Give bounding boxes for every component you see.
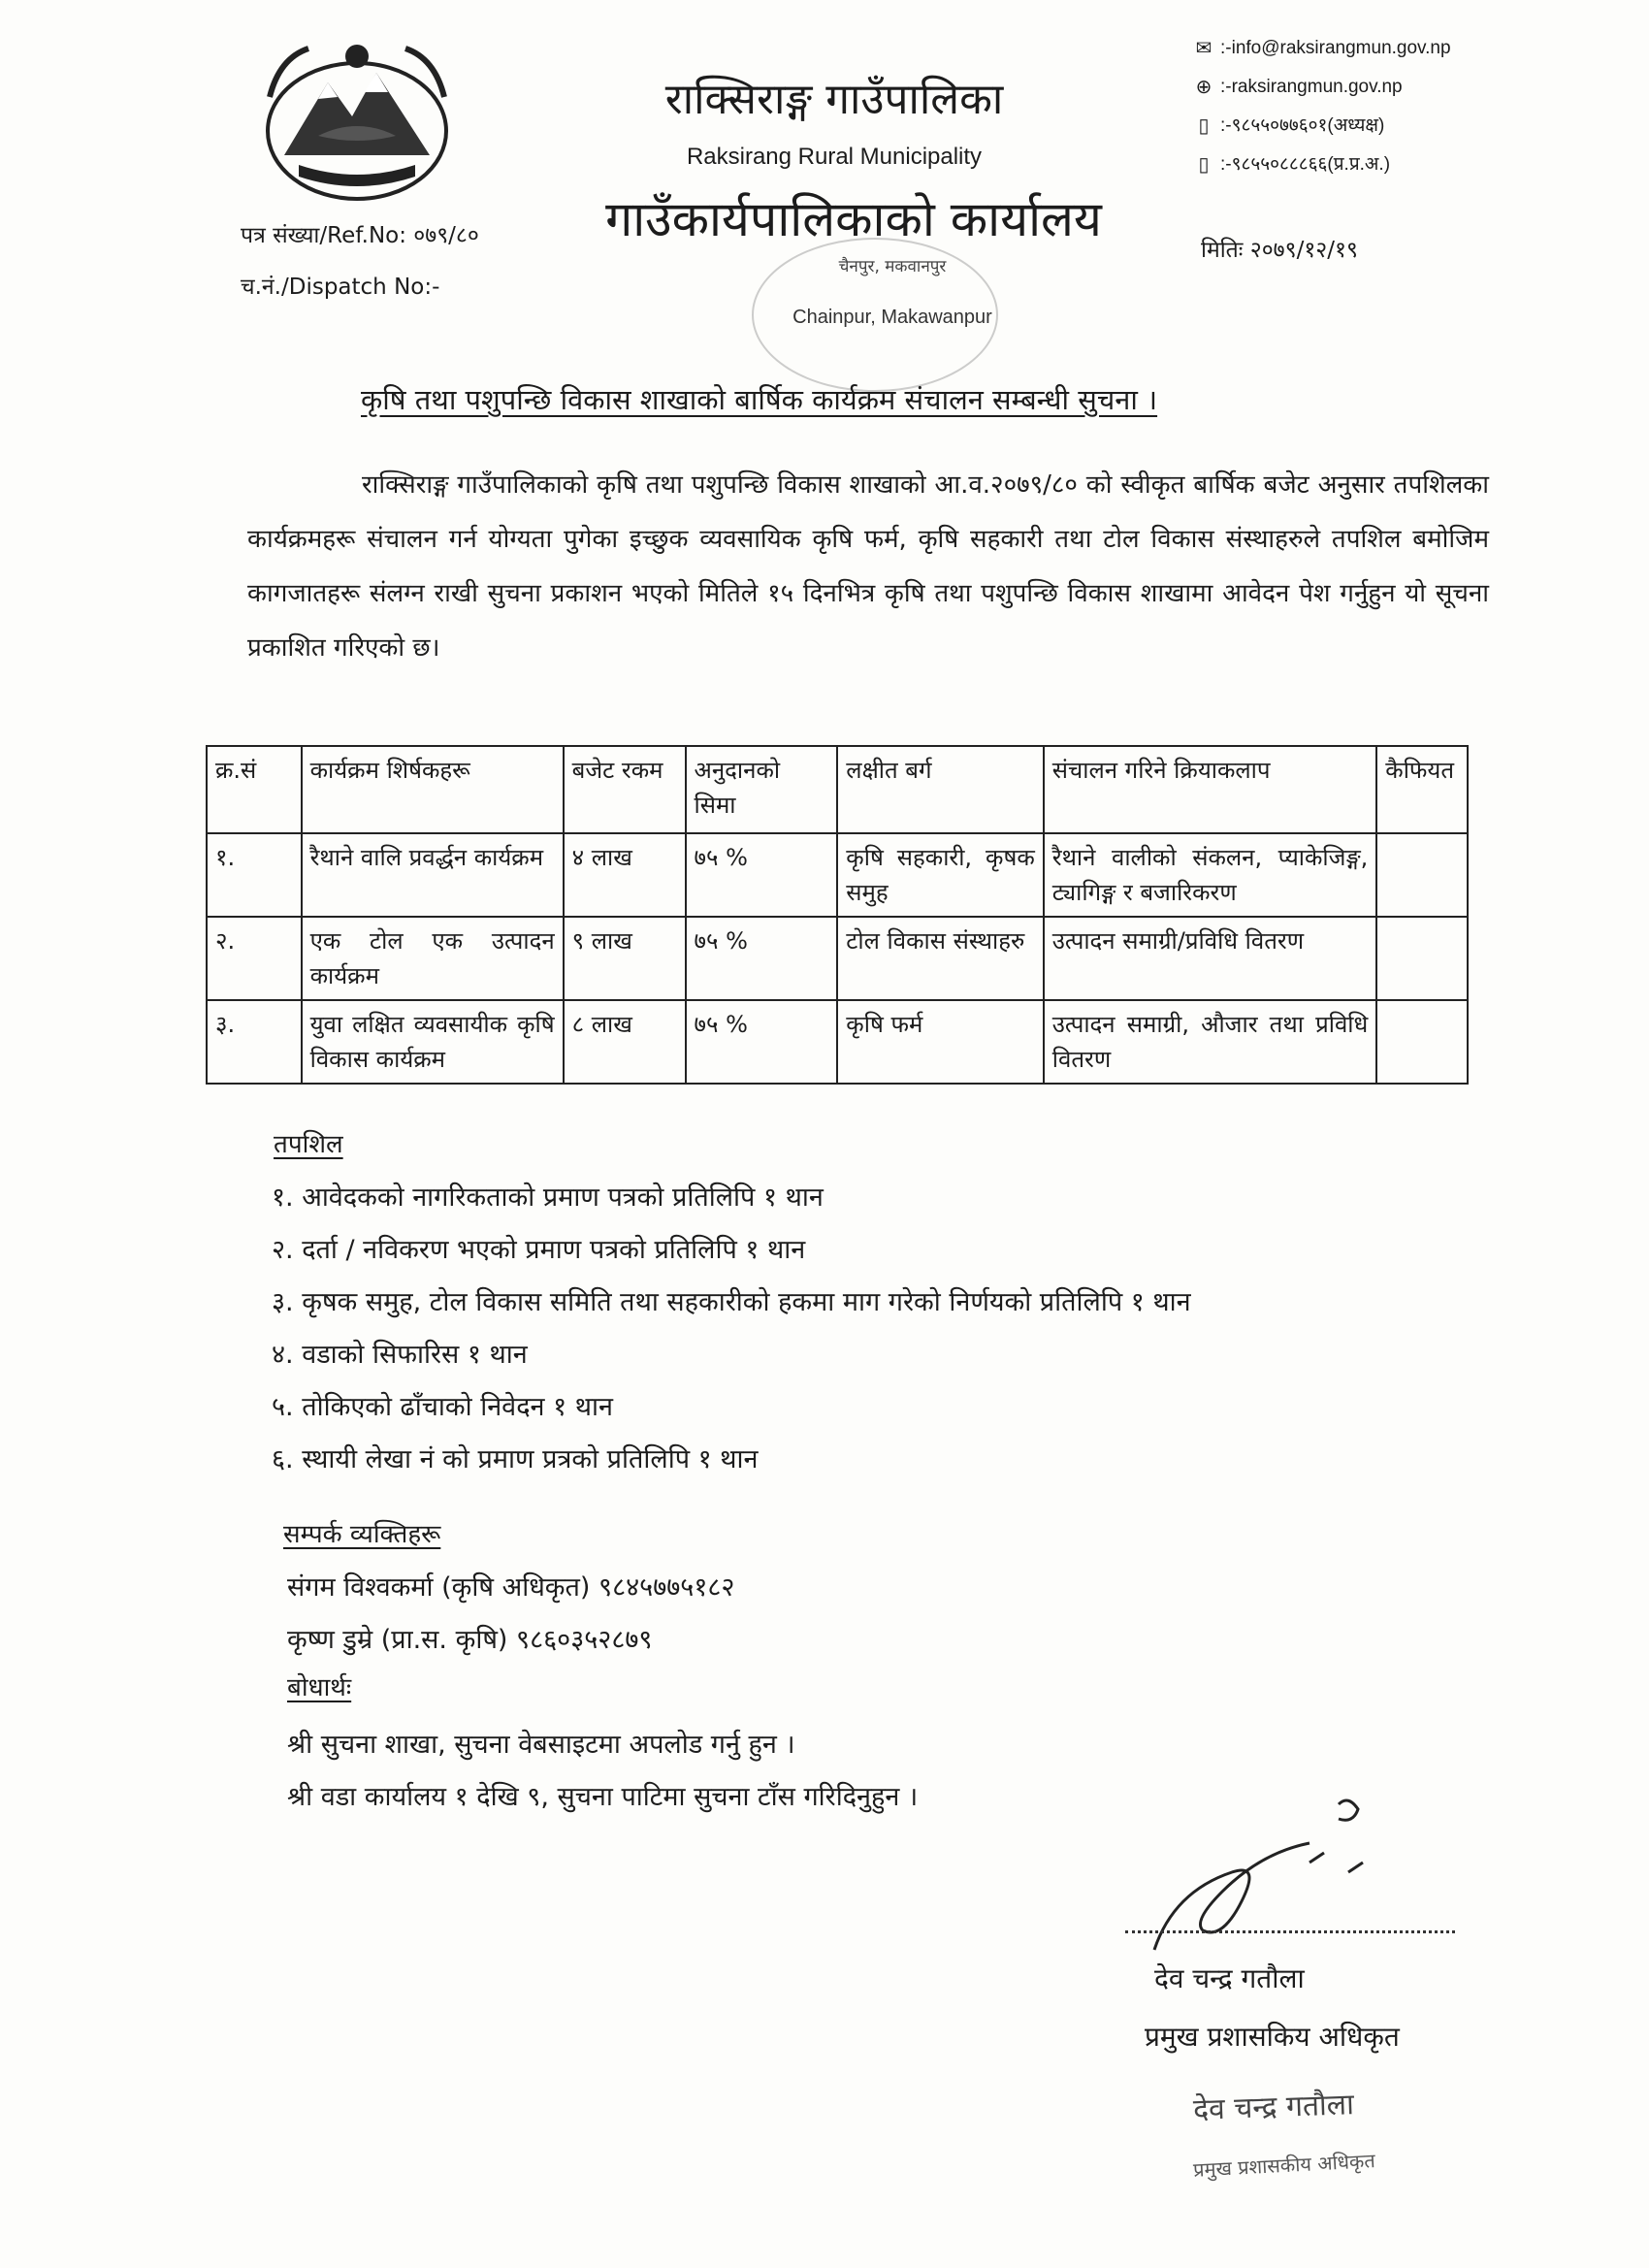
- notice-heading: कृषि तथा पशुपन्छि विकास शाखाको बार्षिक कार्यक्रम संचालन सम्बन्धी सुचना ।: [361, 383, 1158, 416]
- table-cell: रैथाने वालि प्रवर्द्धन कार्यक्रम: [302, 833, 564, 917]
- email-address[interactable]: :-info@raksirangmun.gov.np: [1220, 38, 1451, 58]
- table-row: [207, 833, 1468, 917]
- handwritten-signature: [1116, 1785, 1406, 1969]
- col-header: कैफियत: [1376, 746, 1468, 833]
- table-row: [207, 917, 1468, 1000]
- table-cell: ९ लाख: [564, 917, 686, 1000]
- table-cell: रैथाने वालीको संकलन, प्याकेजिङ्ग, ट्यागिङ्ग र बजारिकरण: [1044, 833, 1377, 917]
- list-item: २. दर्ता / नविकरण भएको प्रमाण पत्रको प्रतिलिपि १ थान: [272, 1235, 806, 1265]
- email-icon: ✉: [1195, 38, 1212, 59]
- title-stamp: प्रमुख प्रशासकीय अधिकृत: [1192, 2149, 1376, 2182]
- website-address[interactable]: :-raksirangmun.gov.np: [1220, 77, 1403, 97]
- list-item: कृष्ण डुम्रे (प्रा.स. कृषि) ९८६०३५२८७९: [287, 1625, 653, 1655]
- name-stamp: देव चन्द्र गतौला: [1192, 2088, 1355, 2127]
- bodhartha-heading: बोधार्थः: [287, 1673, 352, 1702]
- date-label: मितिः: [1201, 238, 1244, 263]
- list-item: ६. स्थायी लेखा नं को प्रमाण प्रत्रको प्रतिलिपि १ थान: [272, 1444, 759, 1474]
- list-item: ५. तोकिएको ढाँचाको निवेदन १ थान: [272, 1392, 613, 1422]
- list-item: ४. वडाको सिफारिस १ थान: [272, 1340, 528, 1370]
- col-header: क्र.सं: [207, 746, 302, 833]
- ref-label: पत्र संख्या/Ref.No:: [241, 223, 406, 248]
- address-english: Chainpur, Makawanpur: [792, 307, 992, 328]
- table-cell: उत्पादन समाग्री, औजार तथा प्रविधि वितरण: [1044, 1000, 1377, 1084]
- table-cell: कृषि सहकारी, कृषक समुह: [837, 833, 1043, 917]
- table-cell: [1376, 833, 1468, 917]
- contact-persons-heading: सम्पर्क व्यक्तिहरू: [283, 1520, 441, 1549]
- col-header: बजेट रकम: [564, 746, 686, 833]
- list-item: १. आवेदकको नागरिकताको प्रमाण पत्रको प्रतिलिपि १ थान: [272, 1183, 824, 1213]
- list-item: ३. कृषक समुह, टोल विकास समिति तथा सहकारीको हकमा माग गरेको निर्णयको प्रतिलिपि १ थान: [272, 1287, 1191, 1317]
- mobile-phone-icon: ▯: [1198, 154, 1210, 176]
- notice-paragraph: राक्सिराङ्ग गाउँपालिकाको कृषि तथा पशुपन्छि विकास शाखाको आ.व.२०७९/८० को स्वीकृत बार्षिक बजेट अनुसार तपशिलका कार्यक्रमहरू संचालन गर्न योग्यता पुगेका इच्छुक व्यवसायिक कृषि फर्म, कृषि सहकारी तथा टोल विकास संस्थाहरुले तपशिल बमोजिम कागजातहरू संलग्न राखी सुचना प्रकाशन भएको मितिले १५ दिनभित्र कृषि तथा पशुपन्छि विकास शाखामा आवेदन पेश गर्नुहुन यो सूचना प्रकाशित गरिएको छ।: [247, 470, 1489, 663]
- phone-chairperson: :-९८५५०७७६०१(अध्यक्ष): [1220, 115, 1385, 136]
- ref-value: ०७९/८०: [413, 223, 479, 248]
- bodhartha-list: [287, 1719, 918, 1824]
- table-header-row: [207, 746, 1468, 833]
- table-cell: ७५ %: [686, 1000, 838, 1084]
- table-cell: ३.: [207, 1000, 302, 1084]
- table-cell: २.: [207, 917, 302, 1000]
- list-item: श्री वडा कार्यालय १ देखि ९, सुचना पाटिमा सुचना टाँस गरिदिनुहुन ।: [287, 1782, 919, 1812]
- tapsil-list: [272, 1172, 1191, 1486]
- table-cell: ८ लाख: [564, 1000, 686, 1084]
- signatory-title: प्रमुख प्रशासकिय अधिकृत: [1145, 2021, 1400, 2053]
- reference-number: [241, 218, 479, 249]
- office-name: गाउँकार्यपालिकाको कार्यालय: [605, 191, 1102, 247]
- col-header: संचालन गरिने क्रियाकलाप: [1044, 746, 1377, 833]
- col-header: लक्षीत बर्ग: [837, 746, 1043, 833]
- mobile-phone-icon: ▯: [1198, 115, 1210, 137]
- list-item: श्री सुचना शाखा, सुचना वेबसाइटमा अपलोड गर्नु हुन ।: [287, 1730, 795, 1760]
- globe-icon: ⊕: [1195, 77, 1212, 98]
- list-item: संगम विश्वकर्मा (कृषि अधिकृत) ९८४५७७५१८२: [287, 1572, 735, 1603]
- table-cell: युवा लक्षित व्यवसायीक कृषि विकास कार्यक्रम: [302, 1000, 564, 1084]
- tapsil-heading: तपशिल: [274, 1130, 343, 1159]
- table-cell: कृषि फर्म: [837, 1000, 1043, 1084]
- table-cell: ७५ %: [686, 917, 838, 1000]
- signatory-name: देव चन्द्र गतौला: [1154, 1962, 1305, 1994]
- contact-info: [1193, 29, 1451, 184]
- table-cell: उत्पादन समाग्री/प्रविधि वितरण: [1044, 917, 1377, 1000]
- municipality-name-nepali: राक्सिराङ्ग गाउँपालिका: [664, 75, 1004, 124]
- letter-date: [1201, 233, 1358, 264]
- dispatch-number: च.नं./Dispatch No:-: [241, 275, 440, 300]
- program-table: [206, 745, 1469, 1085]
- table-row: [207, 1000, 1468, 1084]
- contact-persons-list: [287, 1562, 734, 1667]
- col-header: कार्यक्रम शिर्षकहरू: [302, 746, 564, 833]
- table-cell: ४ लाख: [564, 833, 686, 917]
- table-cell: [1376, 1000, 1468, 1084]
- nepal-emblem-logo: [260, 39, 454, 204]
- signature-line: [1125, 1930, 1455, 1933]
- col-header: अनुदानको सिमा: [686, 746, 838, 833]
- table-cell: एक टोल एक उत्पादन कार्यक्रम: [302, 917, 564, 1000]
- table-cell: टोल विकास संस्थाहरु: [837, 917, 1043, 1000]
- municipality-name-english: Raksirang Rural Municipality: [686, 144, 983, 170]
- table-cell: १.: [207, 833, 302, 917]
- table-cell: [1376, 917, 1468, 1000]
- table-cell: ७५ %: [686, 833, 838, 917]
- date-value: २०७९/१२/१९: [1249, 238, 1358, 263]
- address-nepali: चैनपुर, मकवानपुर: [838, 257, 947, 276]
- phone-cao: :-९८५५०८८८६६(प्र.प्र.अ.): [1220, 154, 1391, 175]
